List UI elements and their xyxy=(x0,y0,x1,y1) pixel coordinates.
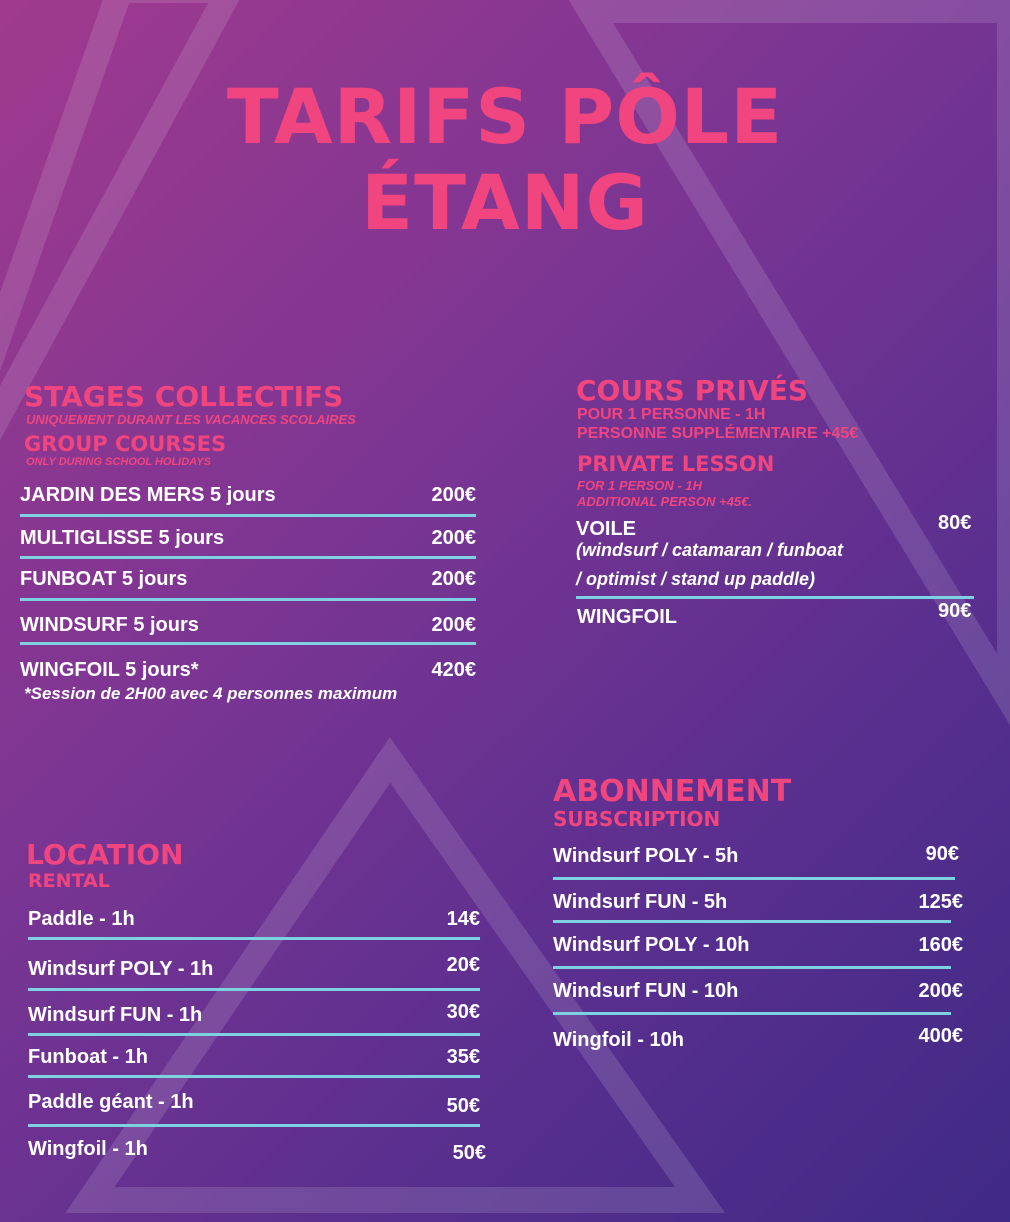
item-name: FUNBOAT 5 jours xyxy=(20,568,188,590)
cours-line2: PERSONNE SUPPLÉMENTAIRE +45€ xyxy=(577,425,859,442)
item-name: Wingfoil - 1h xyxy=(28,1138,148,1160)
cours-title: COURS PRIVÉS xyxy=(576,374,809,407)
voile-name: VOILE xyxy=(576,518,637,540)
list-item xyxy=(553,891,963,931)
list-item xyxy=(20,527,476,567)
divider xyxy=(576,596,974,599)
divider xyxy=(28,988,480,991)
stages-title: STAGES COLLECTIFS xyxy=(24,380,344,413)
list-item xyxy=(28,908,480,948)
item-name: Windsurf FUN - 1h xyxy=(28,1004,203,1026)
divider xyxy=(20,514,476,517)
divider xyxy=(28,1124,480,1127)
item-name: Funboat - 1h xyxy=(28,1046,148,1068)
item-price: 14€ xyxy=(446,908,480,930)
item-name: Paddle - 1h xyxy=(28,908,135,930)
list-item xyxy=(28,1138,486,1178)
list-item xyxy=(20,484,476,524)
item-name: JARDIN DES MERS 5 jours xyxy=(20,484,276,506)
item-name: WINGFOIL 5 jours* xyxy=(20,659,199,681)
list-item xyxy=(28,1046,480,1086)
list-item xyxy=(20,568,476,608)
item-price: 200€ xyxy=(431,568,476,590)
divider xyxy=(28,1075,480,1078)
cours-line1-en: FOR 1 PERSON - 1H xyxy=(577,478,702,493)
item-name: MULTIGLISSE 5 jours xyxy=(20,527,225,549)
voile-detail-line1: (windsurf / catamaran / funboat xyxy=(576,540,844,560)
item-name: Windsurf FUN - 5h xyxy=(553,891,728,913)
item-price: 125€ xyxy=(918,891,963,913)
page-title-line1: TARIFS PÔLE xyxy=(226,72,784,161)
item-price: 35€ xyxy=(446,1046,480,1068)
stages-footnote: *Session de 2H00 avec 4 personnes maximum xyxy=(24,684,398,703)
item-price: 20€ xyxy=(446,954,480,976)
item-name: Windsurf FUN - 10h xyxy=(553,980,739,1002)
divider xyxy=(20,642,476,645)
item-name: Windsurf POLY - 1h xyxy=(28,958,214,980)
divider xyxy=(553,877,955,880)
divider xyxy=(553,1012,951,1015)
list-item xyxy=(553,1027,963,1067)
item-name: Paddle géant - 1h xyxy=(28,1091,194,1113)
item-price: 50€ xyxy=(446,1095,480,1117)
item-name: Wingfoil - 10h xyxy=(553,1029,684,1051)
item-price: 420€ xyxy=(431,659,476,681)
cours-line1: POUR 1 PERSONNE - 1H xyxy=(577,406,766,423)
cours-title-en: PRIVATE LESSON xyxy=(577,452,775,476)
item-price: 30€ xyxy=(446,1001,480,1023)
wingfoil-name: WINGFOIL xyxy=(577,606,677,628)
divider xyxy=(20,598,476,601)
abonnement-title-en: SUBSCRIPTION xyxy=(553,807,721,831)
stages-subtitle-en: ONLY DURING SCHOOL HOLIDAYS xyxy=(26,456,211,468)
divider xyxy=(553,966,951,969)
wingfoil-price: 90€ xyxy=(938,600,972,622)
item-price: 160€ xyxy=(918,934,963,956)
divider xyxy=(20,556,476,559)
item-price: 200€ xyxy=(431,484,476,506)
item-name: Windsurf POLY - 5h xyxy=(553,845,739,867)
page-title-line2: ÉTANG xyxy=(361,158,649,247)
list-item xyxy=(20,614,476,654)
divider xyxy=(553,920,951,923)
item-name: WINDSURF 5 jours xyxy=(20,614,199,636)
location-title: LOCATION xyxy=(26,838,184,871)
abonnement-title: ABONNEMENT xyxy=(553,774,792,809)
item-price: 400€ xyxy=(918,1025,963,1047)
item-price: 200€ xyxy=(431,527,476,549)
item-price: 90€ xyxy=(925,843,959,865)
divider xyxy=(28,1033,480,1036)
stages-title-en: GROUP COURSES xyxy=(24,432,227,456)
stages-subtitle: UNIQUEMENT DURANT LES VACANCES SCOLAIRES xyxy=(26,412,356,427)
item-name: Windsurf POLY - 10h xyxy=(553,934,750,956)
location-title-en: RENTAL xyxy=(28,870,110,892)
item-price: 200€ xyxy=(918,980,963,1002)
voile-detail-line2: / optimist / stand up paddle) xyxy=(576,569,816,589)
cours-line2-en: ADDITIONAL PERSON +45€. xyxy=(577,494,752,509)
divider xyxy=(28,937,480,940)
voile-price: 80€ xyxy=(938,512,972,534)
item-price: 50€ xyxy=(452,1142,486,1164)
item-price: 200€ xyxy=(431,614,476,636)
